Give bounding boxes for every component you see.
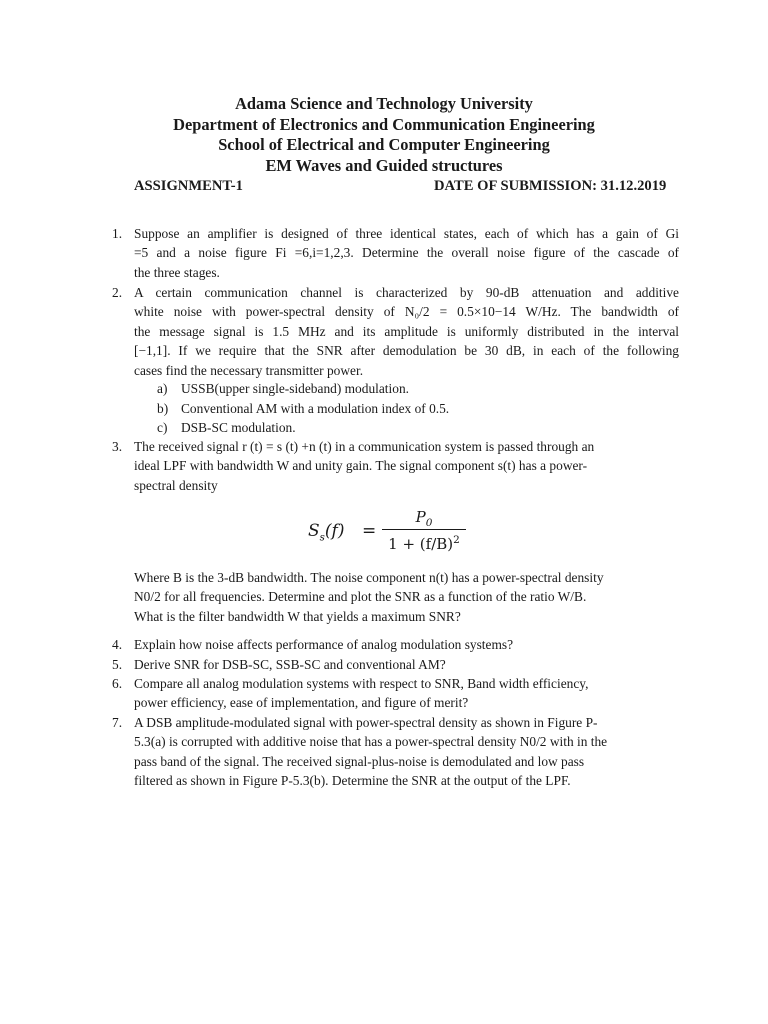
- question-line: pass band of the signal. The received signal-plus-noise is demodulated and low pass: [134, 753, 585, 769]
- sub-item-text: DSB-SC modulation.: [181, 420, 296, 435]
- question-number: 2.: [112, 285, 123, 300]
- question-4: [112, 635, 679, 654]
- question-line: Explain how noise affects performance of analog modulation systems?: [134, 637, 514, 652]
- question-line: Suppose an amplifier is designed of three identical states, each of which has a gain of Gi: [134, 226, 679, 241]
- question-line: spectral density: [134, 477, 218, 493]
- question-6: [112, 674, 679, 713]
- question-line: What is the filter bandwidth W that yields a maximum SNR?: [134, 608, 461, 624]
- question-line: filtered as shown in Figure P-5.3(b). Determine the SNR at the output of the LPF.: [134, 773, 571, 789]
- question-3-continuation: [134, 568, 664, 626]
- assignment-label: ASSIGNMENT-1: [134, 178, 243, 194]
- question-line: Compare all analog modulation systems with respect to SNR, Band width efficiency,: [134, 676, 589, 691]
- sub-item-label: c): [157, 420, 168, 435]
- sub-item-text: USSB(upper single-sideband) modulation.: [181, 381, 409, 396]
- document-header: [0, 94, 768, 176]
- question-5: [112, 655, 679, 674]
- question-line: cases find the necessary transmitter power.: [134, 362, 364, 378]
- formula-lhs-arg: (f): [324, 521, 345, 541]
- formula-numerator-subscript: 0: [425, 517, 433, 529]
- formula-fraction: [382, 507, 466, 554]
- question-line: Where B is the 3-dB bandwidth. The noise component n(t) has a power-spectral density: [134, 570, 604, 585]
- question-number: 3.: [112, 439, 123, 454]
- question-line: Derive SNR for DSB-SC, SSB-SC and conventional AM?: [134, 657, 446, 672]
- question-line: ideal LPF with bandwidth W and unity gain. The signal component s(t) has a power-: [134, 458, 588, 474]
- question-number: 4.: [112, 637, 123, 652]
- course-title: EM Waves and Guided structures: [265, 155, 503, 175]
- question-number: 5.: [112, 657, 123, 672]
- question-2: [112, 283, 679, 380]
- question-line: =5 and a noise figure Fi =6,i=1,2,3. Determine the overall noise figure of the cascade of: [134, 245, 679, 261]
- question-1: [112, 224, 679, 282]
- formula-lhs-symbol: S: [308, 521, 320, 541]
- formula-denominator-text: 1 + (f/B): [388, 535, 454, 553]
- formula-equals: =: [362, 521, 377, 541]
- formula-numerator-symbol: P: [415, 508, 426, 526]
- question-line: 5.3(a) is corrupted with additive noise that has a power-spectral density N0/2 with in the: [134, 734, 608, 750]
- question-7: [112, 713, 679, 791]
- formula-lhs-subscript: s: [319, 532, 325, 544]
- question-line: the message signal is 1.5 MHz and its amplitude is uniformly distributed in the interval: [134, 323, 679, 339]
- question-line: power efficiency, ease of implementation, and figure of merit?: [134, 695, 469, 711]
- question-3: [112, 437, 654, 495]
- question-number: 6.: [112, 676, 123, 691]
- question-line: A certain communication channel is characterized by 90-dB attenuation and additive: [134, 285, 679, 300]
- question-line: [−1,1]. If we require that the SNR after demodulation be 30 dB, in each of the following: [134, 343, 679, 359]
- sub-item-label: a): [157, 381, 168, 396]
- formula-denominator: [382, 530, 466, 554]
- sub-item-a: [157, 379, 409, 398]
- university-title: Adama Science and Technology University: [235, 94, 533, 113]
- question-number: 1.: [112, 226, 123, 241]
- department-title: Department of Electronics and Communication Engineering: [173, 114, 595, 134]
- formula-denominator-exponent: 2: [453, 534, 460, 546]
- question-line: white noise with power-spectral density of N₀/2 = 0.5×10−14 W/Hz. The bandwidth of: [134, 304, 679, 320]
- sub-item-b: [157, 399, 450, 418]
- formula-numerator: [382, 507, 466, 529]
- sub-item-c: [157, 418, 296, 437]
- formula-lhs: [308, 521, 344, 543]
- power-spectral-density-formula: [308, 507, 468, 557]
- sub-item-text: Conventional AM with a modulation index of 0.5.: [181, 401, 450, 416]
- question-line: The received signal r (t) = s (t) +n (t) in a communication system is passed through an: [134, 439, 595, 454]
- question-line: N0/2 for all frequencies. Determine and plot the SNR as a function of the ratio W/B.: [134, 589, 587, 605]
- question-line: A DSB amplitude-modulated signal with power-spectral density as shown in Figure P-: [134, 715, 598, 730]
- question-number: 7.: [112, 715, 123, 730]
- school-title: School of Electrical and Computer Engineering: [218, 135, 550, 154]
- question-line: the three stages.: [134, 264, 220, 280]
- sub-item-label: b): [157, 401, 169, 416]
- submission-date: DATE OF SUBMISSION: 31.12.2019: [434, 178, 667, 194]
